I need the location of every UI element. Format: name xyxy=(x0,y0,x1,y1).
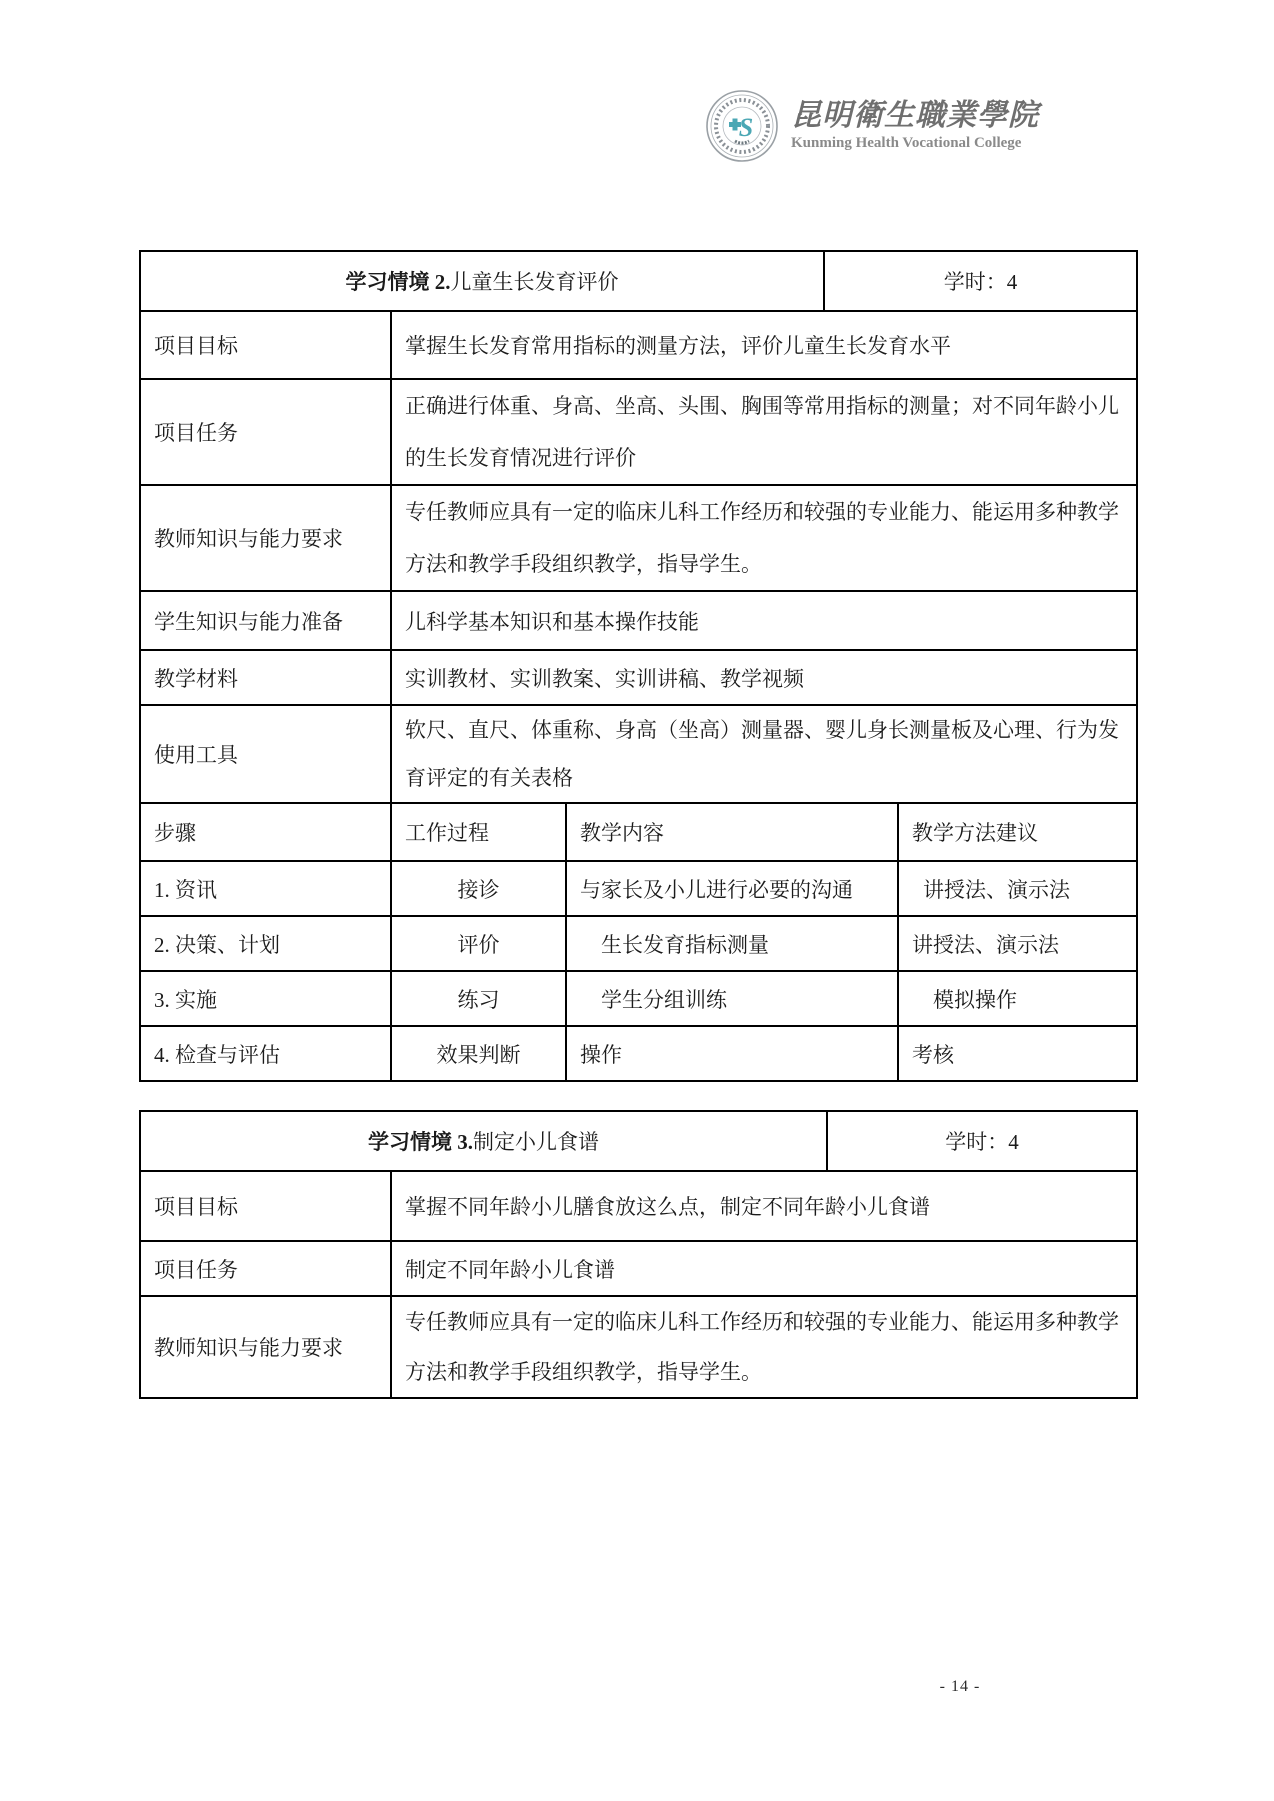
table1-title xyxy=(140,251,824,311)
steps-header-method: 教学方法建议 xyxy=(898,803,1137,861)
table2-title-text: 制定小儿食谱 xyxy=(473,1130,599,1154)
step-row-content: 操作 xyxy=(566,1026,898,1081)
row-content-tools: 软尺、直尺、体重称、身高（坐高）测量器、婴儿身长测量板及心理、行为发育评定的有关表格 xyxy=(391,705,1137,803)
step-row-method: 讲授法、演示法 xyxy=(898,916,1137,971)
row-label-tools: 使用工具 xyxy=(140,705,391,803)
row-content-project-task: 正确进行体重、身高、坐高、头围、胸围等常用指标的测量；对不同年龄小儿的生长发育情况进行评价 xyxy=(391,379,1137,485)
table2-title-prefix: 学习情境 3. xyxy=(368,1130,473,1154)
row-content-teacher-requirements: 专任教师应具有一定的临床儿科工作经历和较强的专业能力、能运用多种教学方法和教学手段组织教学，指导学生。 xyxy=(391,1296,1137,1398)
row-label-teacher-requirements: 教师知识与能力要求 xyxy=(140,485,391,591)
row-content-teacher-requirements: 专任教师应具有一定的临床儿科工作经历和较强的专业能力、能运用多种教学方法和教学手段组织教学，指导学生。 xyxy=(391,485,1137,591)
steps-header-step: 步骤 xyxy=(140,803,391,861)
steps-header-content: 教学内容 xyxy=(566,803,898,861)
step-row-content: 生长发育指标测量 xyxy=(566,916,898,971)
table1-hours: 学时：4 xyxy=(824,251,1137,311)
step-row-process: 评价 xyxy=(391,916,566,971)
table1-title-prefix: 学习情境 2. xyxy=(345,270,451,294)
row-label-project-goal: 项目目标 xyxy=(140,1171,391,1241)
row-content-project-task: 制定不同年龄小儿食谱 xyxy=(391,1241,1137,1296)
learning-situation-3-table xyxy=(139,1110,1138,1399)
step-row-process: 练习 xyxy=(391,971,566,1026)
step-row-content: 与家长及小儿进行必要的沟通 xyxy=(566,861,898,916)
step-row-name: 2. 决策、计划 xyxy=(140,916,391,971)
college-name-en: Kunming Health Vocational College xyxy=(791,135,1022,151)
table2-hours: 学时：4 xyxy=(827,1111,1137,1171)
row-label-student-preparation: 学生知识与能力准备 xyxy=(140,591,391,650)
step-row-process: 效果判断 xyxy=(391,1026,566,1081)
row-content-student-preparation: 儿科学基本知识和基本操作技能 xyxy=(391,591,1137,650)
row-label-project-task: 项目任务 xyxy=(140,379,391,485)
row-label-teacher-requirements: 教师知识与能力要求 xyxy=(140,1296,391,1398)
step-row-name: 1. 资讯 xyxy=(140,861,391,916)
row-label-teaching-materials: 教学材料 xyxy=(140,650,391,705)
row-content-project-goal: 掌握生长发育常用指标的测量方法，评价儿童生长发育水平 xyxy=(391,311,1137,379)
row-content-teaching-materials: 实训教材、实训教案、实训讲稿、教学视频 xyxy=(391,650,1137,705)
step-row-method: 模拟操作 xyxy=(898,971,1137,1026)
college-logo xyxy=(705,84,1039,168)
step-row-content: 学生分组训练 xyxy=(566,971,898,1026)
step-row-method: 讲授法、演示法 xyxy=(898,861,1137,916)
row-content-project-goal: 掌握不同年龄小儿膳食放这么点，制定不同年龄小儿食谱 xyxy=(391,1171,1137,1241)
learning-situation-2-table xyxy=(139,250,1138,1082)
table1-title-text: 儿童生长发育评价 xyxy=(450,270,619,294)
step-row-method: 考核 xyxy=(898,1026,1137,1081)
step-row-name: 3. 实施 xyxy=(140,971,391,1026)
steps-header-process: 工作过程 xyxy=(391,803,566,861)
college-name-cn: 昆明衛生職業學院 xyxy=(791,98,1039,133)
step-row-name: 4. 检查与评估 xyxy=(140,1026,391,1081)
college-seal-icon xyxy=(705,89,779,163)
svg-text:S: S xyxy=(738,113,754,142)
row-label-project-goal: 项目目标 xyxy=(140,311,391,379)
page-number: - 14 - xyxy=(939,1678,981,1695)
row-label-project-task: 项目任务 xyxy=(140,1241,391,1296)
table2-title xyxy=(140,1111,827,1171)
step-row-process: 接诊 xyxy=(391,861,566,916)
